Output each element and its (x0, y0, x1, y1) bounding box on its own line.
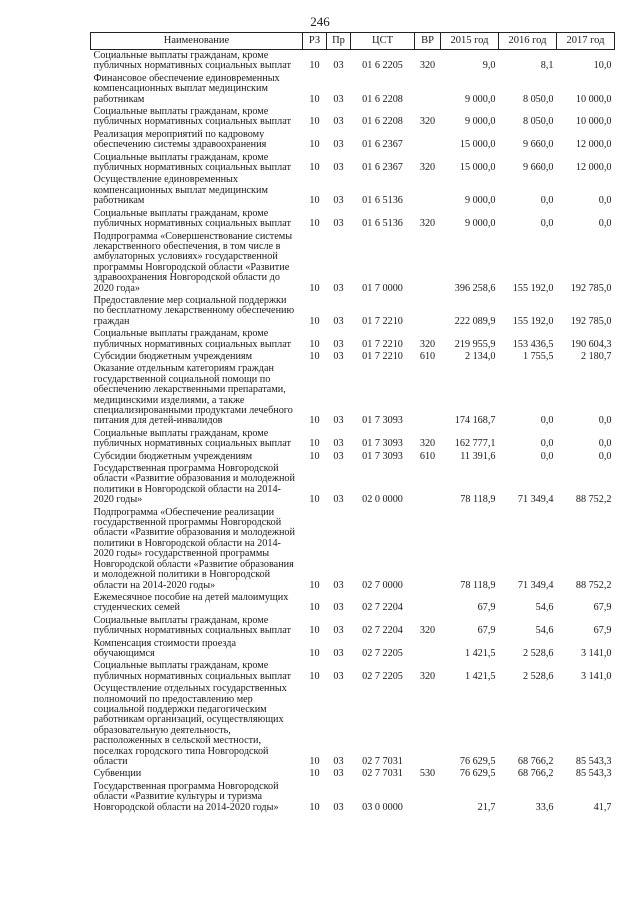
row-cst: 02 7 0000 (362, 579, 403, 591)
row-amount-2015: 1 421,5 (464, 670, 496, 682)
table-row (91, 507, 615, 592)
row-rz: 10 (309, 139, 320, 151)
budget-table-container (90, 32, 614, 814)
row-vr (415, 507, 441, 592)
row-vr (415, 463, 441, 507)
row-amount-2015: 78 118,9 (460, 579, 496, 591)
row-rz: 10 (309, 756, 320, 767)
row-amount-2017: 12 000,0 (575, 139, 612, 151)
row-rz: 10 (309, 625, 320, 637)
row-amount-2016: 0,0 (540, 195, 554, 207)
row-vr: 320 (419, 162, 436, 174)
row-amount-2016: 0,0 (540, 438, 554, 450)
row-amount-2016: 71 349,4 (517, 579, 554, 591)
table-row (91, 351, 615, 363)
header-name: Наименование (91, 33, 303, 50)
row-amount-2017: 10,0 (593, 60, 612, 72)
table-row (91, 660, 615, 683)
row-amount-2016: 71 349,4 (517, 494, 554, 506)
row-amount-2016: 8 050,0 (522, 116, 554, 128)
row-name: Социальные выплаты гражданам, кроме публичных нормативных социальных выплат (93, 151, 291, 174)
row-cst: 01 6 5136 (362, 218, 403, 230)
header-cst: ЦСТ (351, 33, 415, 50)
table-row (91, 174, 615, 207)
row-vr (415, 363, 441, 427)
row-cst: 02 7 2205 (362, 647, 403, 659)
row-vr (415, 129, 441, 152)
row-pr: 03 (333, 338, 344, 350)
row-amount-2016: 153 436,5 (512, 338, 554, 350)
row-amount-2015: 76 629,5 (459, 768, 496, 780)
row-vr (415, 592, 441, 615)
header-2015: 2015 год (441, 33, 499, 50)
row-name: Ежемесячное пособие на детей малоимущих студенческих семей (93, 591, 289, 614)
row-amount-2017: 12 000,0 (575, 162, 612, 174)
row-amount-2015: 67,9 (477, 602, 496, 614)
row-amount-2015: 396 258,6 (454, 282, 496, 294)
row-name: Оказание отдельным категориям граждан государственной социальной помощи по обеспечению лекарственными препаратами, медицинскими изделиями, а также специализированными продуктами лечебного питания для детей-инвалидов (93, 363, 293, 427)
row-pr: 03 (333, 315, 344, 327)
row-amount-2016: 8,1 (540, 60, 554, 72)
row-amount-2015: 9,0 (482, 60, 496, 72)
row-amount-2015: 21,7 (477, 801, 496, 813)
row-amount-2016: 8 050,0 (522, 93, 554, 105)
row-cst: 01 7 2210 (362, 315, 403, 327)
row-amount-2017: 85 543,3 (575, 756, 612, 767)
row-amount-2017: 3 141,0 (580, 670, 612, 682)
row-name: Финансовое обеспечение единовременных компенсационных выплат медицинским работникам (93, 72, 280, 105)
row-cst: 01 6 2208 (362, 116, 403, 128)
table-row (91, 208, 615, 231)
budget-table (90, 32, 615, 814)
row-amount-2015: 78 118,9 (460, 494, 496, 506)
table-row (91, 231, 615, 295)
row-name: Социальные выплаты гражданам, кроме публичных нормативных социальных выплат (93, 50, 291, 72)
row-pr: 03 (333, 438, 344, 450)
row-vr: 320 (419, 438, 436, 450)
row-amount-2017: 0,0 (598, 438, 612, 450)
row-amount-2015: 9 000,0 (464, 116, 496, 128)
row-amount-2015: 9 000,0 (464, 218, 496, 230)
table-row (91, 683, 615, 768)
row-name: Предоставление мер социальной поддержки по бесплатному лекарственному обеспечению граждан (93, 294, 295, 327)
table-body (91, 50, 615, 815)
row-vr: 530 (419, 768, 436, 780)
row-pr: 03 (333, 93, 344, 105)
row-name: Субвенции (93, 768, 142, 780)
header-vr: ВР (415, 33, 441, 50)
header-2016: 2016 год (499, 33, 557, 50)
row-name: Осуществление отдельных государственных полномочий по предоставлению мер социальной поддержки педагогическим работникам организаций, осуществляющих образовательную деятельность, расположенных в сельской местности, поселках городского типа Новгородской области (93, 683, 287, 767)
row-rz: 10 (309, 768, 320, 780)
row-pr: 03 (333, 579, 344, 591)
row-rz: 10 (309, 438, 320, 450)
row-amount-2017: 10 000,0 (575, 93, 612, 105)
row-pr: 03 (333, 756, 344, 767)
row-cst: 02 7 2204 (362, 625, 403, 637)
row-amount-2015: 67,9 (477, 625, 496, 637)
row-pr: 03 (333, 415, 344, 427)
row-rz: 10 (309, 93, 320, 105)
table-row (91, 592, 615, 615)
row-cst: 01 6 2367 (362, 162, 403, 174)
row-amount-2016: 9 660,0 (522, 162, 554, 174)
row-amount-2017: 3 141,0 (580, 647, 612, 659)
row-name: Субсидии бюджетным учреждениям (93, 350, 253, 362)
table-row (91, 615, 615, 638)
row-amount-2017: 10 000,0 (575, 116, 612, 128)
row-pr: 03 (333, 116, 344, 128)
row-amount-2016: 54,6 (535, 602, 554, 614)
row-rz: 10 (309, 579, 320, 591)
table-row (91, 463, 615, 507)
row-pr: 03 (333, 768, 344, 780)
row-cst: 01 7 3093 (362, 438, 403, 450)
row-cst: 01 7 3093 (362, 450, 403, 462)
row-name: Социальные выплаты гражданам, кроме публичных нормативных социальных выплат (93, 207, 291, 230)
header-2017: 2017 год (557, 33, 615, 50)
row-name: Осуществление единовременных компенсационных выплат медицинским работникам (93, 174, 268, 207)
row-amount-2015: 15 000,0 (459, 139, 496, 151)
row-amount-2016: 33,6 (535, 801, 554, 813)
row-pr: 03 (333, 647, 344, 659)
row-cst: 02 7 2205 (362, 670, 403, 682)
row-rz: 10 (309, 415, 320, 427)
row-pr: 03 (333, 625, 344, 637)
row-rz: 10 (309, 350, 320, 362)
row-vr (415, 781, 441, 814)
row-amount-2016: 68 766,2 (517, 756, 554, 767)
row-vr (415, 174, 441, 207)
row-vr: 320 (419, 338, 436, 350)
table-row (91, 295, 615, 328)
row-cst: 01 7 2210 (362, 338, 403, 350)
header-pr: Пр (327, 33, 351, 50)
row-vr: 610 (419, 450, 436, 462)
table-row (91, 428, 615, 451)
row-rz: 10 (309, 218, 320, 230)
row-amount-2015: 222 089,9 (454, 315, 496, 327)
row-rz: 10 (309, 494, 320, 506)
row-vr: 320 (419, 218, 436, 230)
row-rz: 10 (309, 801, 320, 813)
row-vr (415, 683, 441, 768)
row-name: Реализация мероприятий по кадровому обеспечению системы здравоохранения (93, 128, 267, 151)
row-vr: 320 (419, 60, 436, 72)
row-amount-2015: 76 629,5 (459, 756, 496, 767)
row-name: Социальные выплаты гражданам, кроме публичных нормативных социальных выплат (93, 106, 291, 128)
row-cst: 02 7 7031 (362, 756, 403, 767)
row-name: Подпрограмма «Совершенствование системы лекарственного обеспечения, в том числе в амбулаторных условиях» государственной программы Новгородской области «Развитие здравоохранения Новгородской области до 2020 года» (93, 230, 293, 294)
row-cst: 01 6 2367 (362, 139, 403, 151)
row-rz: 10 (309, 315, 320, 327)
row-name: Социальные выплаты гражданам, кроме публичных нормативных социальных выплат (93, 427, 291, 450)
row-amount-2016: 68 766,2 (517, 768, 554, 780)
row-amount-2015: 219 955,9 (454, 338, 496, 350)
row-name: Подпрограмма «Обеспечение реализации государственной программы Новгородской области «Развитие образования и молодежной политики в Новгородской области на 2014-2020 годы» государственной программы Новгородской области «Развитие образования и молодежной политики в Новгородской области на 2014-2020 годы» (93, 506, 295, 591)
row-rz: 10 (309, 647, 320, 659)
row-pr: 03 (333, 602, 344, 614)
row-rz: 10 (309, 450, 320, 462)
row-cst: 01 6 5136 (362, 195, 403, 207)
page-number: 246 (310, 14, 330, 29)
row-amount-2016: 155 192,0 (512, 315, 554, 327)
row-pr: 03 (333, 801, 344, 813)
row-pr: 03 (333, 60, 344, 72)
row-amount-2017: 88 752,2 (575, 494, 612, 506)
table-row (91, 129, 615, 152)
row-cst: 02 7 7031 (362, 768, 403, 780)
row-name: Государственная программа Новгородской области «Развитие образования и молодежной политики в Новгородской области на 2014-2020 годы» (93, 463, 295, 506)
row-name: Государственная программа Новгородской области «Развитие культуры и туризма Новгородской области на 2014-2020 годы» (93, 780, 279, 813)
row-vr (415, 73, 441, 106)
row-amount-2016: 2 528,6 (522, 647, 554, 659)
row-amount-2016: 0,0 (540, 218, 554, 230)
row-amount-2017: 0,0 (598, 450, 612, 462)
row-name: Субсидии бюджетным учреждениям (93, 450, 253, 462)
row-cst: 01 7 0000 (362, 282, 403, 294)
row-cst: 02 0 0000 (362, 494, 403, 506)
row-amount-2016: 9 660,0 (522, 139, 554, 151)
row-amount-2016: 1 755,5 (522, 350, 554, 362)
row-amount-2016: 2 528,6 (522, 670, 554, 682)
row-amount-2015: 15 000,0 (459, 162, 496, 174)
row-cst: 03 0 0000 (362, 801, 403, 813)
row-cst: 02 7 2204 (362, 602, 403, 614)
table-row (91, 638, 615, 661)
row-rz: 10 (309, 670, 320, 682)
row-pr: 03 (333, 195, 344, 207)
row-amount-2016: 54,6 (535, 625, 554, 637)
row-pr: 03 (333, 670, 344, 682)
header-rz: РЗ (303, 33, 327, 50)
row-amount-2017: 67,9 (593, 602, 612, 614)
row-rz: 10 (309, 116, 320, 128)
row-amount-2017: 85 543,3 (575, 768, 612, 780)
row-cst: 01 6 2205 (362, 60, 403, 72)
table-row (91, 781, 615, 814)
row-vr: 610 (419, 350, 436, 362)
row-vr (415, 638, 441, 661)
table-row (91, 768, 615, 780)
row-amount-2015: 9 000,0 (464, 195, 496, 207)
row-vr: 320 (419, 625, 436, 637)
row-amount-2015: 1 421,5 (464, 647, 496, 659)
row-amount-2017: 0,0 (598, 415, 612, 427)
row-cst: 01 7 2210 (362, 350, 403, 362)
row-amount-2017: 0,0 (598, 218, 612, 230)
row-vr: 320 (419, 670, 436, 682)
row-amount-2017: 88 752,2 (575, 579, 612, 591)
row-amount-2017: 0,0 (598, 195, 612, 207)
row-amount-2015: 11 391,6 (460, 450, 496, 462)
table-row (91, 106, 615, 129)
row-name: Социальные выплаты гражданам, кроме публичных нормативных социальных выплат (93, 614, 291, 637)
row-pr: 03 (333, 450, 344, 462)
row-pr: 03 (333, 282, 344, 294)
row-amount-2015: 9 000,0 (464, 93, 496, 105)
row-amount-2017: 192 785,0 (570, 315, 612, 327)
row-amount-2016: 0,0 (540, 450, 554, 462)
row-name: Компенсация стоимости проезда обучающимся (93, 637, 236, 659)
table-row (91, 50, 615, 73)
row-pr: 03 (333, 162, 344, 174)
table-row (91, 451, 615, 463)
row-amount-2017: 2 180,7 (580, 350, 612, 362)
row-amount-2017: 192 785,0 (570, 282, 612, 294)
row-pr: 03 (333, 218, 344, 230)
row-cst: 01 6 2208 (362, 93, 403, 105)
row-rz: 10 (309, 60, 320, 72)
row-amount-2017: 67,9 (593, 625, 612, 637)
row-rz: 10 (309, 282, 320, 294)
table-row (91, 73, 615, 106)
row-rz: 10 (309, 338, 320, 350)
row-rz: 10 (309, 195, 320, 207)
row-name: Социальные выплаты гражданам, кроме публичных нормативных социальных выплат (93, 328, 291, 350)
table-row (91, 363, 615, 427)
row-amount-2017: 190 604,3 (570, 338, 612, 350)
row-amount-2015: 2 134,0 (464, 350, 496, 362)
row-amount-2015: 174 168,7 (454, 415, 496, 427)
row-vr (415, 231, 441, 295)
row-pr: 03 (333, 139, 344, 151)
row-pr: 03 (333, 494, 344, 506)
row-name: Социальные выплаты гражданам, кроме публичных нормативных социальных выплат (93, 660, 291, 682)
row-amount-2017: 41,7 (593, 801, 612, 813)
table-row (91, 152, 615, 175)
row-amount-2016: 155 192,0 (512, 282, 554, 294)
row-amount-2016: 0,0 (540, 415, 554, 427)
row-pr: 03 (333, 350, 344, 362)
row-rz: 10 (309, 162, 320, 174)
row-cst: 01 7 3093 (362, 415, 403, 427)
table-row (91, 328, 615, 351)
table-header-row (91, 33, 615, 50)
row-vr: 320 (419, 116, 436, 128)
row-rz: 10 (309, 602, 320, 614)
row-amount-2015: 162 777,1 (454, 438, 496, 450)
row-vr (415, 295, 441, 328)
